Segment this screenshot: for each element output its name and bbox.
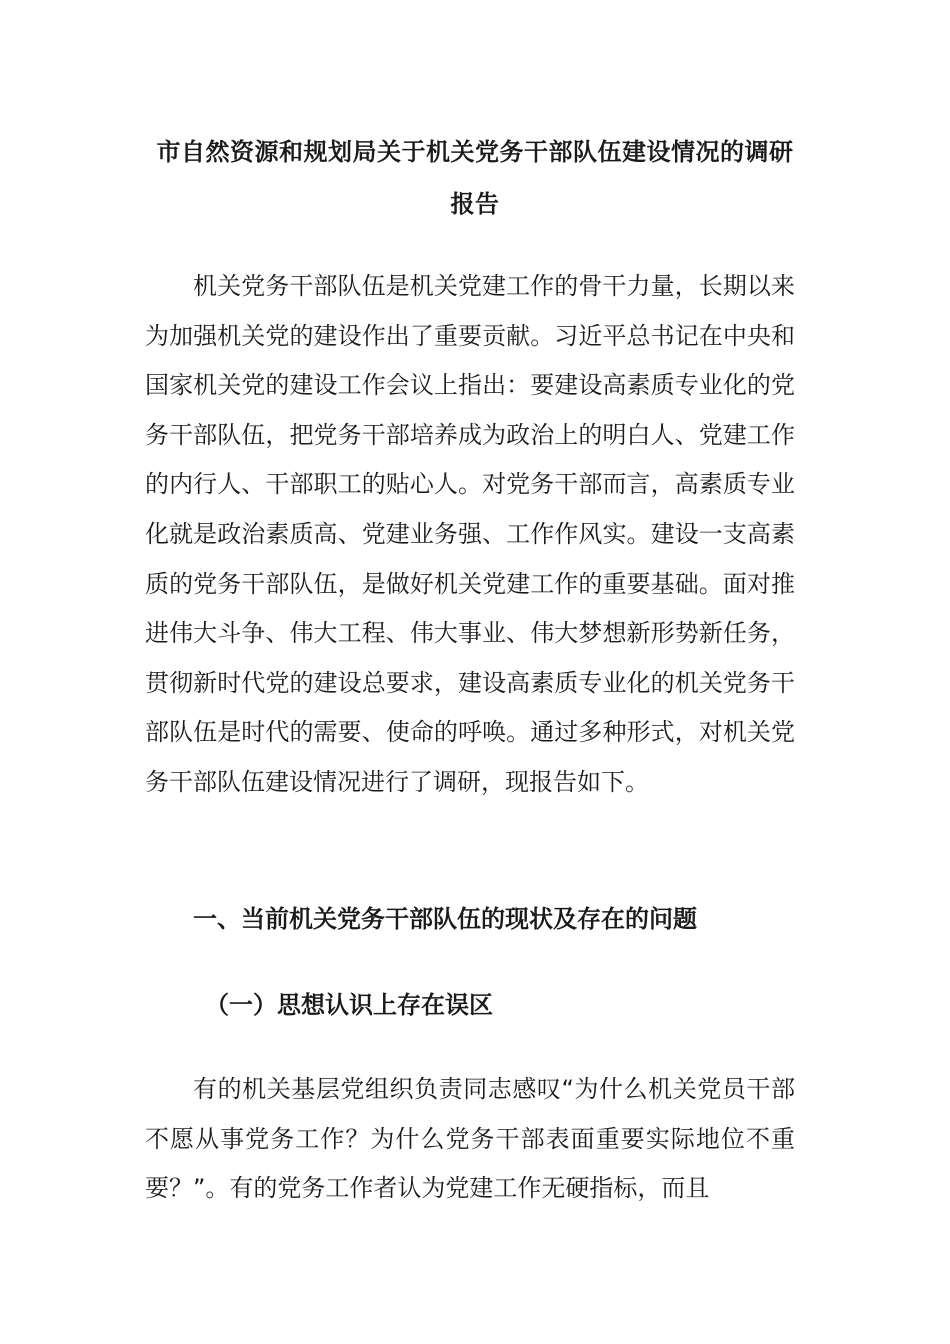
intro-paragraph: 机关党务干部队伍是机关党建工作的骨干力量，长期以来为加强机关党的建设作出了重要贡献。习近平总书记在中央和国家机关党的建设工作会议上指出：要建设高素质专业化的党务干部队伍，把党务干部培养成为政治上的明白人、党建工作的内行人、干部职工的贴心人。对党务干部而言，高素质专业化就是政治素质高、党建业务强、工作作风实。建设一支高素质的党务干部队伍，是做好机关党建工作的重要基础。面对推进伟大斗争、伟大工程、伟大事业、伟大梦想新形势新任务，贯彻新时代党的建设总要求，建设高素质专业化的机关党务干部队伍是时代的需要、使命的呼唤。通过多种形式，对机关党务干部队伍建设情况进行了调研，现报告如下。 [145, 272, 795, 796]
document-title: 市自然资源和规划局关于机关党务干部队伍建设情况的调研报告 [156, 138, 794, 218]
section-heading: 一、当前机关党务干部队伍的现状及存在的问题 [193, 905, 697, 933]
subsection-paragraph: 有的机关基层党组织负责同志感叹“为什么机关党员干部不愿从事党务工作？为什么党务干部表面重要实际地位不重要？”。有的党务工作者认为党建工作无硬指标，而且 [145, 1075, 795, 1203]
subsection-heading: （一）思想认识上存在误区 [205, 991, 493, 1019]
